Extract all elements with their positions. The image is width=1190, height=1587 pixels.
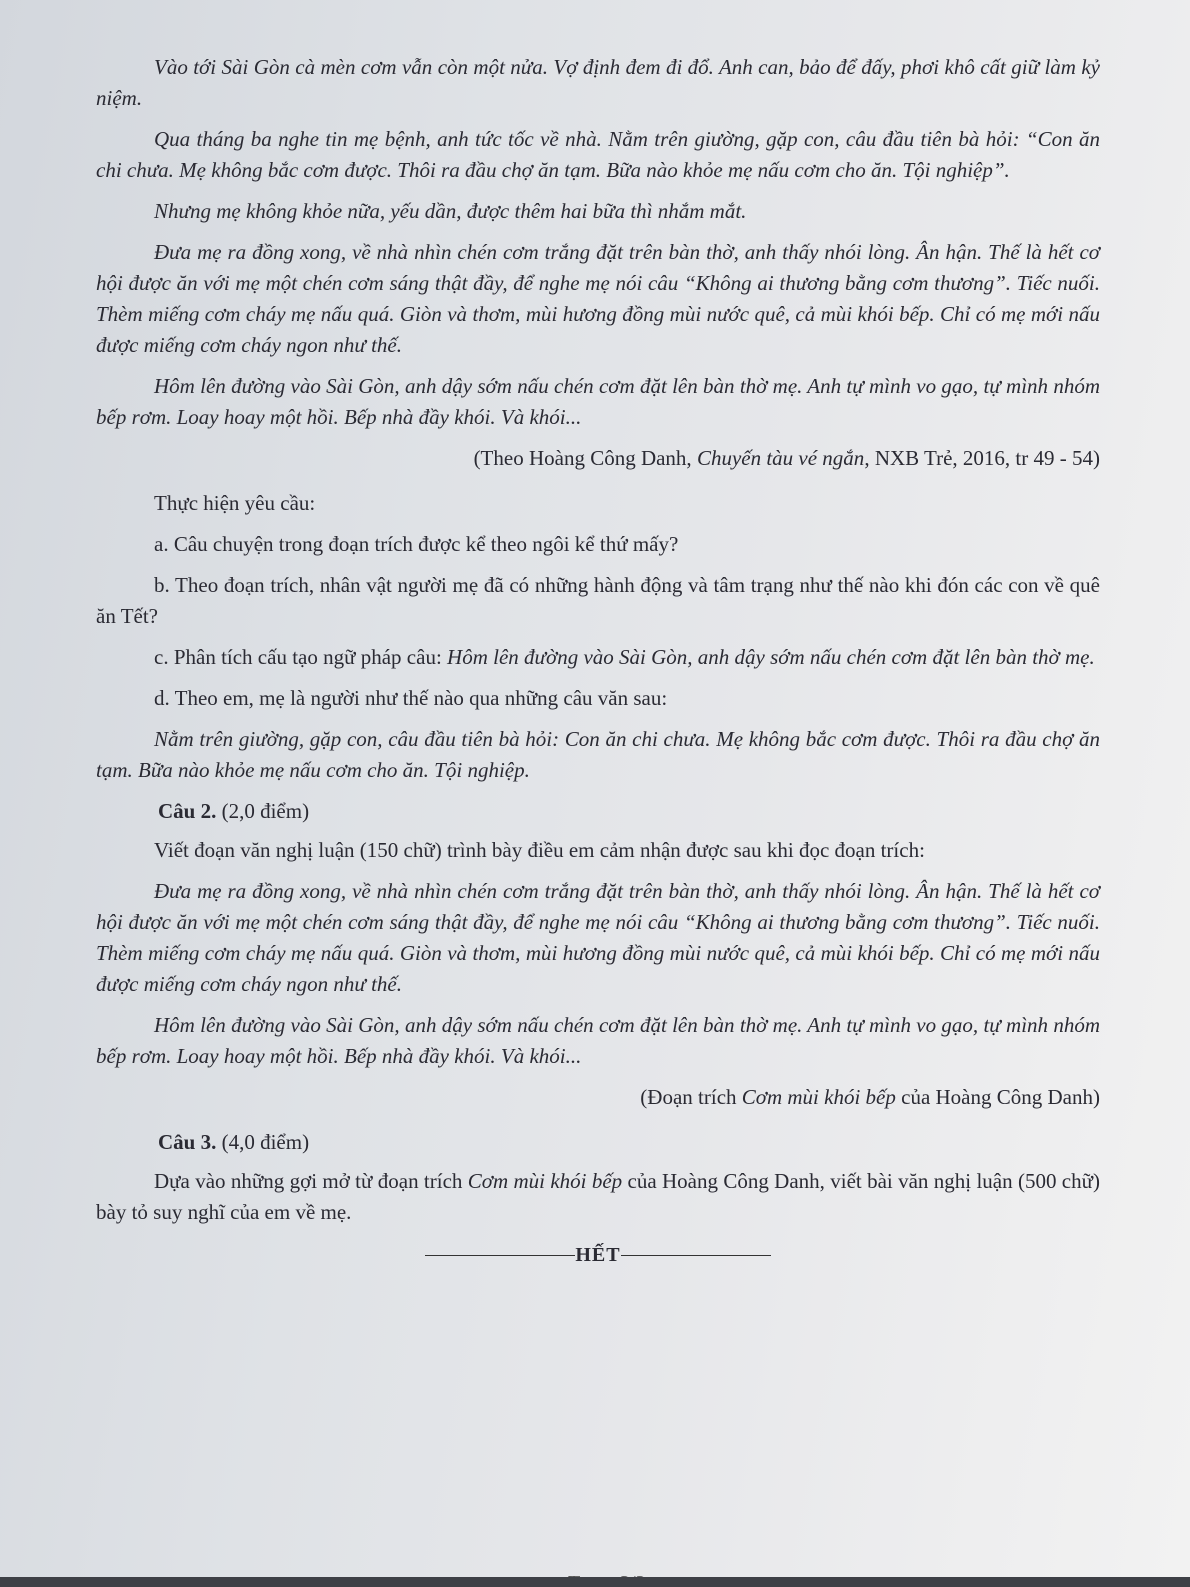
q3-prompt-title: Cơm mùi khói bếp	[467, 1169, 623, 1193]
question-1d-quote: Nằm trên giường, gặp con, câu đầu tiên bà hỏi: Con ăn chi chưa. Mẹ không bắc cơm được. Thôi ra đầu chợ ăn tạm. Bữa nào khỏe mẹ nấu cơm cho ăn. Tội nghiệp.	[96, 727, 1100, 782]
source-suffix: , NXB Trẻ, 2016, tr 49 - 54)	[864, 446, 1100, 470]
question-1b: b. Theo đoạn trích, nhân vật người mẹ đã có những hành động và tâm trạng như thế nào khi đón các con về quê ăn Tết?	[96, 573, 1100, 628]
passage-paragraph-2: Qua tháng ba nghe tin mẹ bệnh, anh tức tốc về nhà. Nằm trên giường, gặp con, câu đầu tiên bà hỏi: “Con ăn chi chưa. Mẹ không bắc cơm được. Thôi ra đầu chợ ăn tạm. Bữa nào khỏe mẹ nấu cơm cho ăn. Tội nghiệp”.	[96, 127, 1100, 182]
end-marker	[96, 1244, 1100, 1267]
passage-paragraph-1: Vào tới Sài Gòn cà mèn cơm vẫn còn một nửa. Vợ định đem đi đổ. Anh can, bảo để đấy, phơi khô cất giữ làm kỷ niệm.	[96, 55, 1100, 110]
end-line-left	[425, 1255, 575, 1256]
question-2-label: Câu 2.	[158, 799, 217, 823]
q2-source-prefix: (Đoạn trích	[640, 1085, 742, 1109]
question-1a: a. Câu chuyện trong đoạn trích được kể theo ngôi kể thứ mấy?	[154, 532, 679, 556]
question-2-excerpt-1: Đưa mẹ ra đồng xong, về nhà nhìn chén cơm trắng đặt trên bàn thờ, anh thấy nhói lòng. Ân hận. Thế là hết cơ hội được ăn với mẹ một chén cơm sáng thật đầy, để nghe mẹ nói câu “Không ai thương bằng cơm thương”. Tiếc nuối. Thèm miếng cơm cháy mẹ nấu quá. Giòn và thơm, mùi hương đồng mùi nước quê, cả mùi khói bếp. Chỉ có mẹ mới nấu được miếng cơm cháy ngon như thế.	[96, 879, 1100, 996]
requirements-heading: Thực hiện yêu cầu:	[154, 491, 316, 515]
question-2-points: (2,0 điểm)	[216, 799, 310, 823]
bottom-edge	[0, 1577, 1190, 1587]
question-1c-sentence: Hôm lên đường vào Sài Gòn, anh dậy sớm nấu chén cơm đặt lên bàn thờ mẹ.	[447, 645, 1095, 669]
question-1d: d. Theo em, mẹ là người như thế nào qua những câu văn sau:	[154, 686, 668, 710]
question-2-prompt: Viết đoạn văn nghị luận (150 chữ) trình bày điều em cảm nhận được sau khi đọc đoạn trích:	[154, 838, 925, 862]
question-1c	[96, 642, 1100, 673]
question-1c-prefix: c. Phân tích cấu tạo ngữ pháp câu:	[154, 645, 448, 669]
question-2-excerpt-2: Hôm lên đường vào Sài Gòn, anh dậy sớm nấu chén cơm đặt lên bàn thờ mẹ. Anh tự mình vo gạo, tự mình nhóm bếp rơm. Loay hoay một hồi. Bếp nhà đầy khói. Và khói...	[96, 1013, 1100, 1068]
passage-paragraph-3: Nhưng mẹ không khỏe nữa, yếu dần, được thêm hai bữa thì nhắm mắt.	[154, 199, 747, 223]
q3-prompt-suffix: của Hoàng Công Danh, viết bài văn nghị luận (500 chữ) bày tỏ suy nghĩ của em về mẹ.	[96, 1169, 1100, 1224]
question-2-heading	[158, 796, 1100, 827]
passage-source	[96, 443, 1100, 474]
end-line-right	[621, 1255, 771, 1256]
question-2-source	[96, 1082, 1100, 1113]
source-prefix: (Theo Hoàng Công Danh,	[473, 446, 697, 470]
question-3-points: (4,0 điểm)	[216, 1130, 310, 1154]
end-label: HẾT	[575, 1244, 621, 1266]
passage-paragraph-4: Đưa mẹ ra đồng xong, về nhà nhìn chén cơm trắng đặt trên bàn thờ, anh thấy nhói lòng. Ân hận. Thế là hết cơ hội được ăn với mẹ một chén cơm sáng thật đầy, để nghe mẹ nói câu “Không ai thương bằng cơm thương”. Tiếc nuối. Thèm miếng cơm cháy mẹ nấu quá. Giòn và thơm, mùi hương đồng mùi nước quê, cả mùi khói bếp. Chỉ có mẹ mới nấu được miếng cơm cháy ngon như thế.	[96, 240, 1100, 357]
question-3-label: Câu 3.	[158, 1130, 217, 1154]
q2-source-title: Cơm mùi khói bếp	[741, 1085, 896, 1109]
question-3-heading	[158, 1127, 1100, 1158]
question-3-prompt	[96, 1166, 1100, 1228]
q3-prompt-prefix: Dựa vào những gợi mở từ đoạn trích	[154, 1169, 468, 1193]
source-book: Chuyến tàu vé ngắn	[696, 446, 865, 470]
passage-paragraph-5: Hôm lên đường vào Sài Gòn, anh dậy sớm nấu chén cơm đặt lên bàn thờ mẹ. Anh tự mình vo gạo, tự mình nhóm bếp rơm. Loay hoay một hồi. Bếp nhà đầy khói. Và khói...	[96, 374, 1100, 429]
q2-source-suffix: của Hoàng Công Danh)	[895, 1085, 1100, 1109]
